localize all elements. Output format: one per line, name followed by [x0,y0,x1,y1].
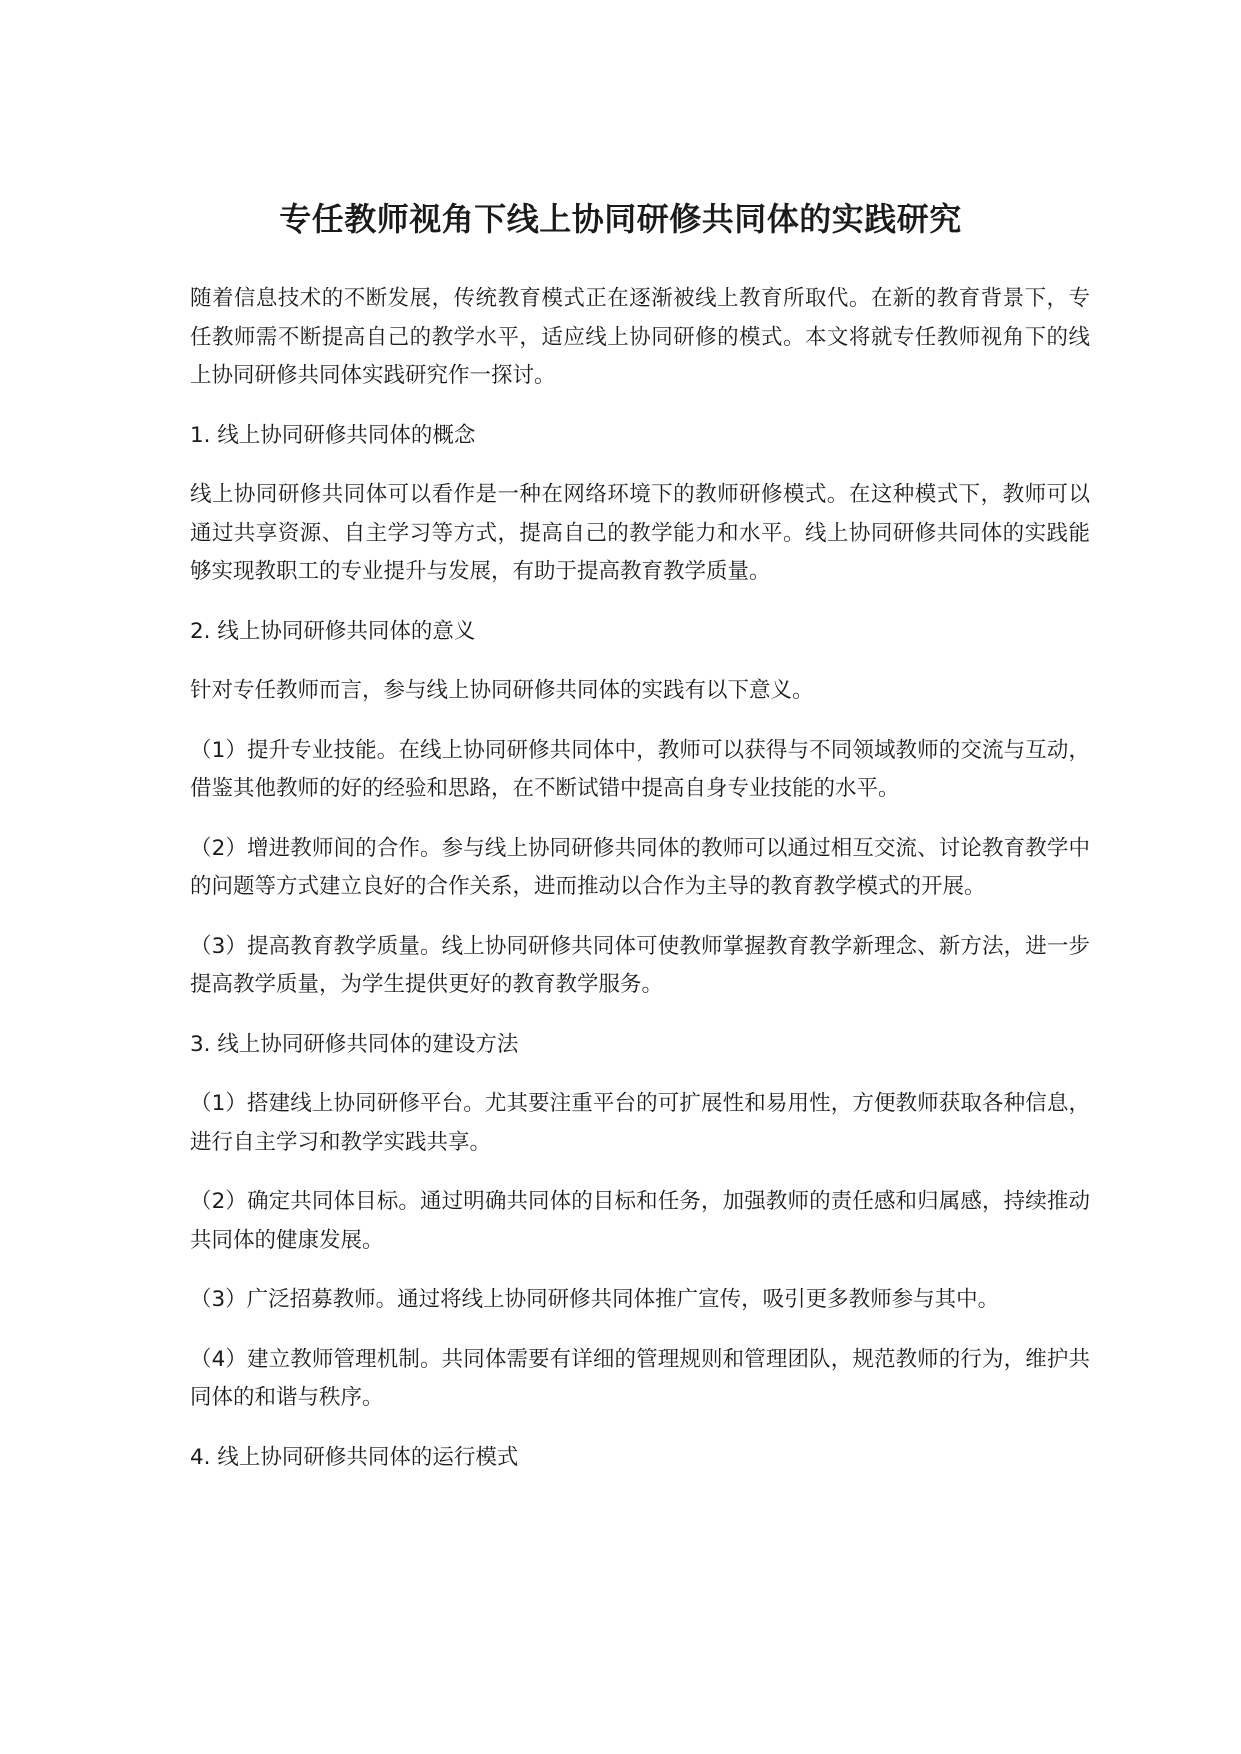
list-item: （3）广泛招募教师。通过将线上协同研修共同体推广宣传，吸引更多教师参与其中。 [190,1287,1000,1312]
list-item: （1）提升专业技能。在线上协同研修共同体中，教师可以获得与不同领域教师的交流与互动，借鉴其他教师的好的经验和思路，在不断试错中提高自身专业技能的水平。 [190,737,1090,801]
paragraph: 针对专任教师而言，参与线上协同研修共同体的实践有以下意义。 [190,678,814,703]
document-body [190,280,1090,1498]
list-item: （2）增进教师间的合作。参与线上协同研修共同体的教师可以通过相互交流、讨论教育教学中的问题等方式建立良好的合作关系，进而推动以合作为主导的教育教学模式的开展。 [190,835,1090,899]
list-item: （3）提高教育教学质量。线上协同研修共同体可使教师掌握教育教学新理念、新方法，进一步提高教学质量，为学生提供更好的教育教学服务。 [190,933,1090,997]
list-item: （1）搭建线上协同研修平台。尤其要注重平台的可扩展性和易用性，方便教师获取各种信息，进行自主学习和教学实践共享。 [190,1091,1090,1155]
intro-paragraph: 随着信息技术的不断发展，传统教育模式正在逐渐被线上教育所取代。在新的教育背景下，专任教师需不断提高自己的教学水平，适应线上协同研修的模式。本文将就专任教师视角下的线上协同研修共同体实践研究作一探讨。 [190,286,1090,388]
section-heading-1: 1. 线上协同研修共同体的概念 [190,422,476,448]
section-heading-3: 3. 线上协同研修共同体的建设方法 [190,1031,519,1057]
list-item: （2）确定共同体目标。通过明确共同体的目标和任务，加强教师的责任感和归属感，持续推动共同体的健康发展。 [190,1189,1090,1253]
list-item: （4）建立教师管理机制。共同体需要有详细的管理规则和管理团队，规范教师的行为，维护共同体的和谐与秩序。 [190,1346,1090,1410]
section-heading-4: 4. 线上协同研修共同体的运行模式 [190,1444,519,1470]
section-heading-2: 2. 线上协同研修共同体的意义 [190,618,476,644]
paragraph: 线上协同研修共同体可以看作是一种在网络环境下的教师研修模式。在这种模式下，教师可以通过共享资源、自主学习等方式，提高自己的教学能力和水平。线上协同研修共同体的实践能够实现教职工的专业提升与发展，有助于提高教育教学质量。 [190,482,1090,584]
document-title: 专任教师视角下线上协同研修共同体的实践研究 [279,200,962,239]
